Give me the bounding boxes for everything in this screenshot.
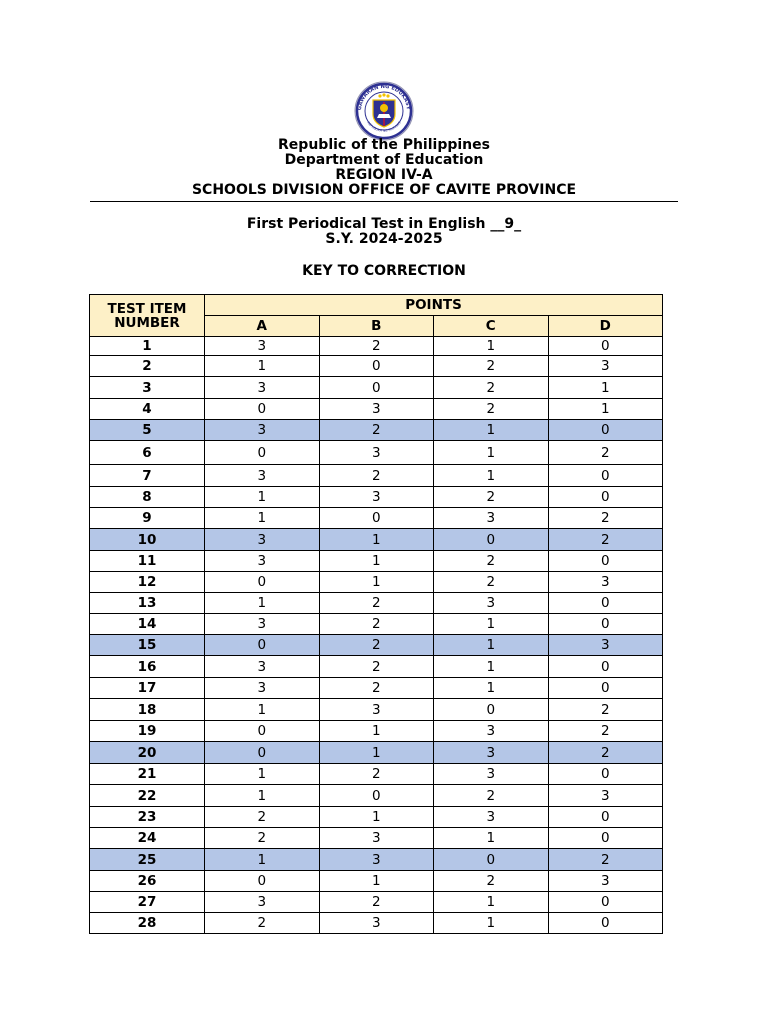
points-cell-b: 1	[319, 529, 434, 551]
table-row	[90, 764, 663, 785]
points-cell-d: 0	[548, 678, 663, 699]
points-cell-c: 1	[434, 678, 549, 699]
points-cell-c: 1	[434, 828, 549, 849]
points-cell-c: 3	[434, 807, 549, 828]
table-row	[90, 465, 663, 487]
column-header-a: A	[205, 316, 320, 337]
item-number-cell: 19	[90, 721, 205, 742]
points-cell-b: 2	[319, 635, 434, 656]
points-cell-b: 2	[319, 678, 434, 699]
table-row	[90, 337, 663, 356]
points-cell-d: 2	[548, 441, 663, 465]
item-number-cell: 20	[90, 742, 205, 764]
points-cell-d: 3	[548, 635, 663, 656]
table-row	[90, 678, 663, 699]
points-cell-a: 1	[205, 849, 320, 871]
points-cell-d: 2	[548, 529, 663, 551]
points-cell-b: 2	[319, 593, 434, 614]
points-cell-a: 0	[205, 399, 320, 420]
points-cell-c: 1	[434, 337, 549, 356]
seal-bottom-text: REPUBLIKA NG PILIPINAS	[366, 120, 402, 133]
points-cell-a: 1	[205, 356, 320, 377]
item-number-cell: 15	[90, 635, 205, 656]
points-cell-a: 3	[205, 551, 320, 572]
item-number-cell: 23	[90, 807, 205, 828]
points-cell-d: 0	[548, 614, 663, 635]
points-cell-a: 2	[205, 807, 320, 828]
points-cell-a: 3	[205, 337, 320, 356]
table-row	[90, 377, 663, 399]
points-cell-c: 1	[434, 892, 549, 913]
points-cell-a: 3	[205, 465, 320, 487]
points-cell-c: 3	[434, 721, 549, 742]
points-cell-d: 2	[548, 849, 663, 871]
item-number-cell: 25	[90, 849, 205, 871]
points-cell-d: 0	[548, 892, 663, 913]
points-cell-b: 0	[319, 356, 434, 377]
seal-ring-text: GAWARAN NG EDUKASY	[356, 83, 411, 111]
points-cell-c: 2	[434, 551, 549, 572]
table-row	[90, 420, 663, 441]
column-header-c: C	[434, 316, 549, 337]
points-cell-d: 0	[548, 420, 663, 441]
table-row	[90, 399, 663, 420]
item-number-cell: 2	[90, 356, 205, 377]
points-cell-c: 1	[434, 656, 549, 678]
points-cell-c: 2	[434, 572, 549, 593]
table-row	[90, 721, 663, 742]
item-number-cell: 4	[90, 399, 205, 420]
points-cell-c: 2	[434, 377, 549, 399]
header-republic: Republic of the Philippines	[278, 137, 490, 153]
points-cell-a: 0	[205, 441, 320, 465]
points-cell-c: 3	[434, 742, 549, 764]
points-cell-d: 2	[548, 699, 663, 721]
letterhead	[0, 138, 768, 198]
points-cell-c: 2	[434, 399, 549, 420]
points-cell-a: 0	[205, 721, 320, 742]
points-cell-d: 0	[548, 487, 663, 508]
points-cell-b: 1	[319, 721, 434, 742]
test-title-block	[0, 217, 768, 247]
points-cell-b: 2	[319, 656, 434, 678]
points-cell-a: 1	[205, 699, 320, 721]
item-number-cell: 24	[90, 828, 205, 849]
item-number-cell: 12	[90, 572, 205, 593]
column-header-d: D	[548, 316, 663, 337]
table-row	[90, 656, 663, 678]
points-cell-d: 0	[548, 807, 663, 828]
points-cell-d: 0	[548, 828, 663, 849]
points-cell-d: 0	[548, 465, 663, 487]
points-cell-d: 3	[548, 572, 663, 593]
points-cell-a: 3	[205, 377, 320, 399]
table-row	[90, 807, 663, 828]
points-cell-d: 0	[548, 656, 663, 678]
points-cell-d: 2	[548, 508, 663, 529]
points-cell-c: 1	[434, 913, 549, 934]
header-division: SCHOOLS DIVISION OFFICE OF CAVITE PROVINCE	[191, 182, 577, 198]
points-cell-a: 1	[205, 785, 320, 807]
points-cell-d: 2	[548, 721, 663, 742]
points-cell-a: 3	[205, 614, 320, 635]
points-cell-d: 0	[548, 337, 663, 356]
item-number-cell: 13	[90, 593, 205, 614]
points-cell-c: 3	[434, 764, 549, 785]
points-cell-c: 1	[434, 465, 549, 487]
points-cell-c: 0	[434, 699, 549, 721]
table-row	[90, 614, 663, 635]
answer-key-rows	[90, 337, 663, 934]
table-row	[90, 529, 663, 551]
points-cell-d: 0	[548, 551, 663, 572]
points-cell-a: 1	[205, 764, 320, 785]
points-cell-b: 0	[319, 785, 434, 807]
points-cell-a: 0	[205, 871, 320, 892]
points-cell-c: 1	[434, 614, 549, 635]
table-row	[90, 913, 663, 934]
points-cell-a: 2	[205, 828, 320, 849]
points-cell-a: 2	[205, 913, 320, 934]
item-number-cell: 21	[90, 764, 205, 785]
item-number-cell: 26	[90, 871, 205, 892]
table-row	[90, 849, 663, 871]
table-row	[90, 551, 663, 572]
points-cell-a: 1	[205, 508, 320, 529]
item-number-cell: 3	[90, 377, 205, 399]
item-number-cell: 27	[90, 892, 205, 913]
points-cell-a: 1	[205, 487, 320, 508]
points-cell-c: 0	[434, 529, 549, 551]
points-cell-a: 0	[205, 635, 320, 656]
points-cell-b: 2	[319, 465, 434, 487]
points-cell-b: 0	[319, 508, 434, 529]
points-cell-a: 1	[205, 593, 320, 614]
table-row	[90, 356, 663, 377]
points-cell-d: 0	[548, 764, 663, 785]
header-department: Department of Education	[284, 152, 484, 168]
points-cell-c: 1	[434, 441, 549, 465]
points-cell-c: 3	[434, 508, 549, 529]
table-row	[90, 828, 663, 849]
points-cell-b: 1	[319, 551, 434, 572]
points-cell-c: 2	[434, 871, 549, 892]
points-cell-d: 3	[548, 785, 663, 807]
points-cell-a: 3	[205, 529, 320, 551]
points-cell-b: 1	[319, 871, 434, 892]
item-number-cell: 28	[90, 913, 205, 934]
item-number-cell: 11	[90, 551, 205, 572]
table-row	[90, 572, 663, 593]
points-cell-c: 3	[434, 593, 549, 614]
test-title: First Periodical Test in English __9_	[246, 216, 522, 232]
points-cell-b: 2	[319, 337, 434, 356]
answer-key-table	[89, 294, 663, 934]
points-cell-d: 3	[548, 871, 663, 892]
points-cell-b: 2	[319, 892, 434, 913]
header-divider	[90, 201, 678, 202]
points-cell-b: 1	[319, 742, 434, 764]
item-number-cell: 5	[90, 420, 205, 441]
points-cell-d: 1	[548, 399, 663, 420]
points-cell-d: 0	[548, 593, 663, 614]
points-cell-b: 3	[319, 849, 434, 871]
points-cell-d: 3	[548, 356, 663, 377]
key-title: KEY TO CORRECTION	[302, 263, 466, 279]
item-number-cell: 9	[90, 508, 205, 529]
item-number-cell: 18	[90, 699, 205, 721]
points-cell-b: 1	[319, 572, 434, 593]
table-row	[90, 441, 663, 465]
points-cell-c: 2	[434, 487, 549, 508]
points-cell-b: 3	[319, 487, 434, 508]
points-cell-c: 0	[434, 849, 549, 871]
table-row	[90, 892, 663, 913]
points-cell-d: 1	[548, 377, 663, 399]
item-number-cell: 14	[90, 614, 205, 635]
points-cell-b: 2	[319, 764, 434, 785]
points-cell-b: 3	[319, 913, 434, 934]
table-row	[90, 785, 663, 807]
table-row	[90, 487, 663, 508]
table-row	[90, 508, 663, 529]
points-cell-b: 0	[319, 377, 434, 399]
points-cell-c: 2	[434, 356, 549, 377]
item-number-header: TEST ITEM NUMBER	[90, 295, 205, 337]
points-cell-c: 1	[434, 635, 549, 656]
points-cell-a: 3	[205, 892, 320, 913]
points-cell-b: 2	[319, 420, 434, 441]
item-number-cell: 16	[90, 656, 205, 678]
school-year: S.Y. 2024-2025	[325, 231, 443, 247]
points-header: POINTS	[205, 295, 663, 316]
points-cell-b: 3	[319, 441, 434, 465]
item-number-cell: 10	[90, 529, 205, 551]
points-cell-d: 0	[548, 913, 663, 934]
table-row	[90, 635, 663, 656]
points-cell-b: 3	[319, 699, 434, 721]
item-number-cell: 6	[90, 441, 205, 465]
points-cell-d: 2	[548, 742, 663, 764]
item-number-cell: 7	[90, 465, 205, 487]
points-cell-a: 3	[205, 656, 320, 678]
points-cell-b: 1	[319, 807, 434, 828]
header-region: REGION IV-A	[335, 167, 433, 183]
points-cell-b: 3	[319, 828, 434, 849]
item-number-cell: 17	[90, 678, 205, 699]
column-header-b: B	[319, 316, 434, 337]
deped-seal-logo	[349, 80, 419, 142]
table-row	[90, 871, 663, 892]
points-cell-a: 0	[205, 742, 320, 764]
item-number-cell: 8	[90, 487, 205, 508]
points-cell-a: 3	[205, 678, 320, 699]
points-cell-b: 2	[319, 614, 434, 635]
points-cell-a: 3	[205, 420, 320, 441]
item-number-cell: 22	[90, 785, 205, 807]
points-cell-b: 3	[319, 399, 434, 420]
item-number-cell: 1	[90, 337, 205, 356]
points-cell-c: 2	[434, 785, 549, 807]
table-row	[90, 699, 663, 721]
points-cell-a: 0	[205, 572, 320, 593]
points-cell-c: 1	[434, 420, 549, 441]
table-row	[90, 593, 663, 614]
table-row	[90, 742, 663, 764]
